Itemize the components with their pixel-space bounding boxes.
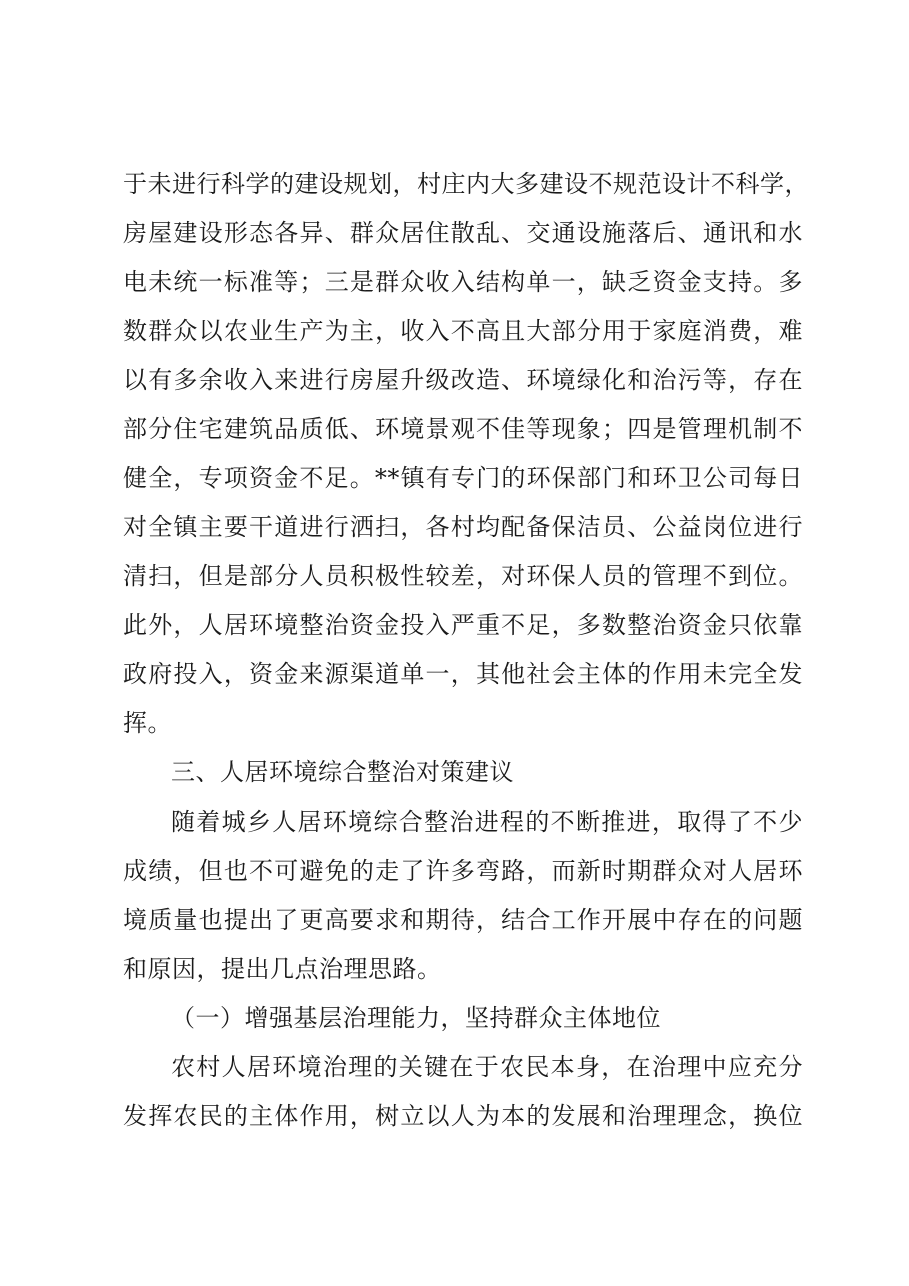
body-text-line: 数群众以农业生产为主，收入不高且大部分用于家庭消费，难 [123,317,803,345]
body-text-line: 政府投入，资金来源渠道单一，其他社会主体的作用未完全发 [123,660,803,688]
body-text-line: 健全，专项资金不足。**镇有专门的环保部门和环卫公司每日 [123,464,803,492]
body-text-line: 发挥农民的主体作用，树立以人为本的发展和治理理念，换位 [123,1102,803,1130]
body-text-line: 和原因，提出几点治理思路。 [123,955,442,983]
paragraph-first-line: 农村人居环境治理的关键在于农民本身，在治理中应充分 [171,1053,803,1081]
body-text-line: 对全镇主要干道进行洒扫，各村均配备保洁员、公益岗位进行 [123,513,803,541]
body-text-line: 境质量也提出了更高要求和期待，结合工作开展中存在的问题 [123,906,803,934]
body-text-line: 于未进行科学的建设规划，村庄内大多建设不规范设计不科学， [123,170,809,198]
body-text-line: 部分住宅建筑品质低、环境景观不佳等现象；四是管理机制不 [123,415,803,443]
body-text-line: 电未统一标准等；三是群众收入结构单一，缺乏资金支持。多 [123,268,803,296]
body-text-line: 清扫，但是部分人员积极性较差，对环保人员的管理不到位。 [123,562,803,590]
body-text-line: 以有多余收入来进行房屋升级改造、环境绿化和治污等，存在 [123,366,803,394]
body-text-line: 房屋建设形态各异、群众居住散乱、交通设施落后、通讯和水 [123,219,803,247]
subsection-heading: （一）增强基层治理能力，坚持群众主体地位 [171,1004,661,1032]
body-text-line: 成绩，但也不可避免的走了许多弯路，而新时期群众对人居环 [123,857,803,885]
body-text-line: 此外，人居环境整治资金投入严重不足，多数整治资金只依靠 [123,611,803,639]
section-heading: 三、人居环境综合整治对策建议 [171,758,514,786]
paragraph-first-line: 随着城乡人居环境综合整治进程的不断推进，取得了不少 [171,808,803,836]
body-text-line: 挥。 [123,709,172,737]
